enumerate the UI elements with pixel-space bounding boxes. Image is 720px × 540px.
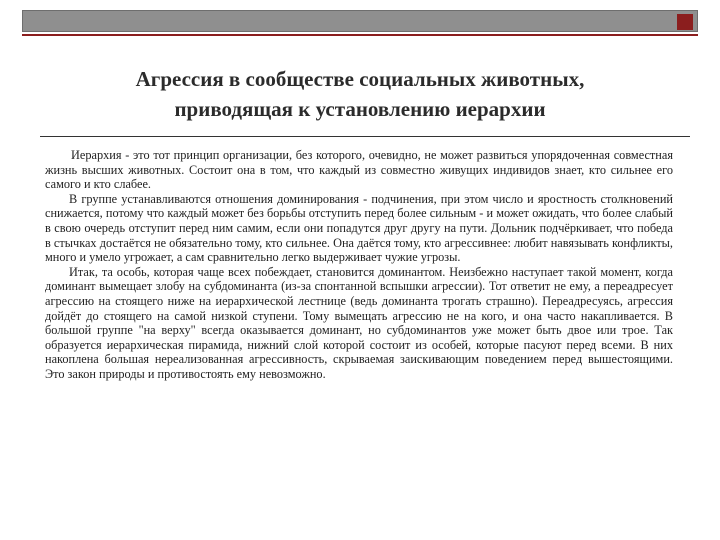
slide-title-line-2: приводящая к установлению иерархии: [174, 97, 546, 121]
header-bar: [22, 10, 698, 32]
slide-body: [45, 148, 673, 382]
slide-title-line-1: Агрессия в сообществе социальных животных,: [135, 67, 585, 91]
slide-title: [40, 64, 680, 124]
paragraph-3: Итак, та особь, которая чаще всех побеждает, становится доминантом. Неизбежно наступает такой момент, когда доминант вымещает злобу на субдоминанта (из-за спонтанной вспышки агрессии). Тот ответит не ему, а переадресует агрессию на стоящего ниже на иерархической лестнице (ведь доминанта трогать страшно). Переадресуясь, агрессия дойдёт до стоящего на самой низкой ступени. Тому вымещать агрессию не на кого, и она часто накапливается. В большой группе "на верху" всегда оказывается доминант, но субдоминантов уже может быть двое или трое. Так образуется иерархическая пирамида, нижний слой которой состоит из особей, которые пасуют перед всеми. В них накоплена большая нереализованная агрессивность, скрываемая заискивающим поведением перед вышестоящими. Это закон природы и противостоять ему невозможно.: [45, 264, 673, 381]
paragraph-1: Иерархия - это тот принцип организации, без которого, очевидно, не может развиться упорядоченная совместная жизнь высших животных. Состоит она в том, что каждый из совместно живущих индивидов знает, кто сильнее его самого и кто слабее.: [45, 148, 673, 192]
title-divider: [40, 136, 690, 137]
header-accent-line: [22, 34, 698, 36]
accent-square-icon: [677, 14, 693, 30]
paragraph-2: В группе устанавливаются отношения доминирования - подчинения, при этом число и яростность столкновений снижается, потому что каждый может без борьбы отступить перед более сильным - и может ожидать, что более слабый в свою очередь отступит перед ним самим, если они попадутся друг другу на пути. Дольник подчёркивает, что победа в стычках достаётся не обязательно тому, кто сильнее. Она даётся тому, кто агрессивнее: любит навязывать конфликты, много и умело угрожает, а сам сравнительно легко выдерживает чужие угрозы.: [45, 191, 673, 265]
